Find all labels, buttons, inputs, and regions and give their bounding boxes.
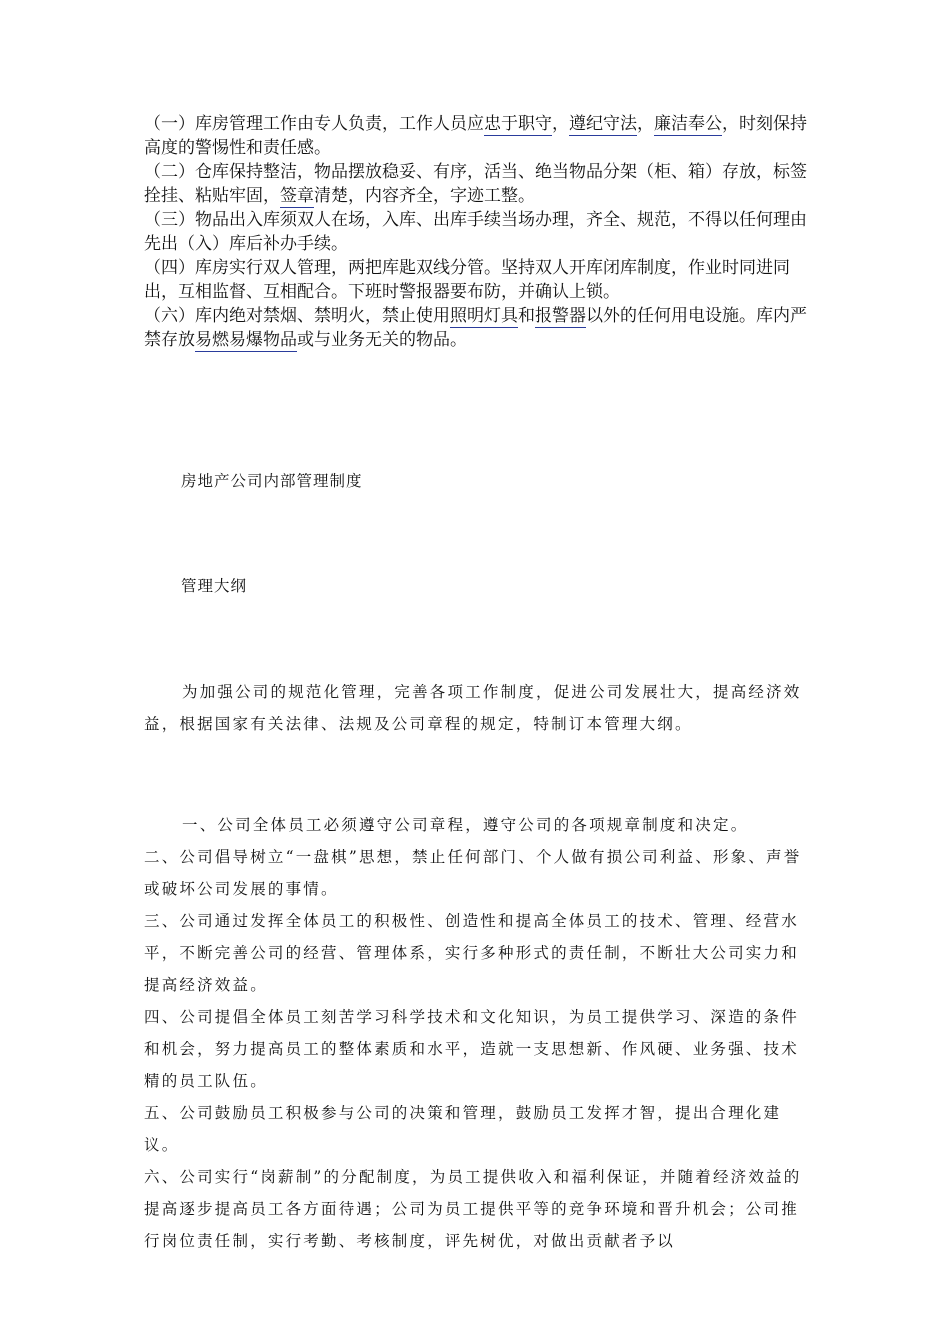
warehouse-rule: （四）库房实行双人管理，两把库匙双线分管。坚持双人开库闭库制度，作业时同进同出，互相监督、互相配合。下班时警报器要布防，并确认上锁。 xyxy=(144,258,790,302)
underlined-term[interactable]: 易燃易爆物品 xyxy=(195,330,297,350)
rule-item: 一、公司全体员工必须遵守公司章程，遵守公司的各项规章制度和决定。 xyxy=(182,816,749,834)
underlined-term[interactable]: 签章 xyxy=(280,186,314,206)
warehouse-rule: （二）仓库保持整洁，物品摆放稳妥、有序，活当、绝当物品分架（柜、箱）存放，标签拴挂、粘贴牢固，签章清楚，内容齐全，字迹工整。 xyxy=(144,162,807,206)
warehouse-rule: （一）库房管理工作由专人负责，工作人员应忠于职守，遵纪守法，廉洁奉公，时刻保持高度的警惕性和责任感。 xyxy=(144,114,807,158)
warehouse-rule: （六）库内绝对禁烟、禁明火，禁止使用照明灯具和报警器以外的任何用电设施。库内严禁存放易燃易爆物品或与业务无关的物品。 xyxy=(144,306,807,350)
underlined-term[interactable]: 照明灯具 xyxy=(450,306,518,326)
rule-item: 六、公司实行“岗薪制”的分配制度，为员工提供收入和福利保证，并随着经济效益的提高逐步提高员工各方面待遇；公司为员工提供平等的竞争环境和晋升机会；公司推行岗位责任制，实行考勤、考核制度，评先树优，对做出贡献者予以 xyxy=(144,1168,802,1250)
rule-item: 三、公司通过发挥全体员工的积极性、创造性和提高全体员工的技术、管理、经营水平，不断完善公司的经营、管理体系，实行多种形式的责任制，不断壮大公司实力和提高经济效益。 xyxy=(144,912,799,994)
rules-list xyxy=(144,809,808,1257)
underlined-term[interactable]: 廉洁奉公 xyxy=(654,114,722,134)
document-title: 房地产公司内部管理制度 xyxy=(181,472,363,490)
outline-heading: 管理大纲 xyxy=(181,577,248,595)
intro-paragraph: 为加强公司的规范化管理，完善各项工作制度，促进公司发展壮大，提高经济效益，根据国家有关法律、法规及公司章程的规定，特制订本管理大纲。 xyxy=(144,683,802,733)
underlined-term[interactable]: 忠于职守 xyxy=(484,114,552,134)
rule-item: 五、公司鼓励员工积极参与公司的决策和管理，鼓励员工发挥才智，提出合理化建议。 xyxy=(144,1104,782,1154)
warehouse-rules-section xyxy=(144,112,810,352)
rule-item: 二、公司倡导树立“一盘棋”思想，禁止任何部门、个人做有损公司利益、形象、声誉或破坏公司发展的事情。 xyxy=(144,848,802,898)
warehouse-rule: （三）物品出入库须双人在场，入库、出库手续当场办理，齐全、规范，不得以任何理由先出（入）库后补办手续。 xyxy=(144,210,807,254)
underlined-term[interactable]: 报警器 xyxy=(535,306,586,326)
rule-item: 四、公司提倡全体员工刻苦学习科学技术和文化知识，为员工提供学习、深造的条件和机会，努力提高员工的整体素质和水平，造就一支思想新、作风硬、业务强、技术精的员工队伍。 xyxy=(144,1008,799,1090)
underlined-term[interactable]: 遵纪守法 xyxy=(569,114,637,134)
